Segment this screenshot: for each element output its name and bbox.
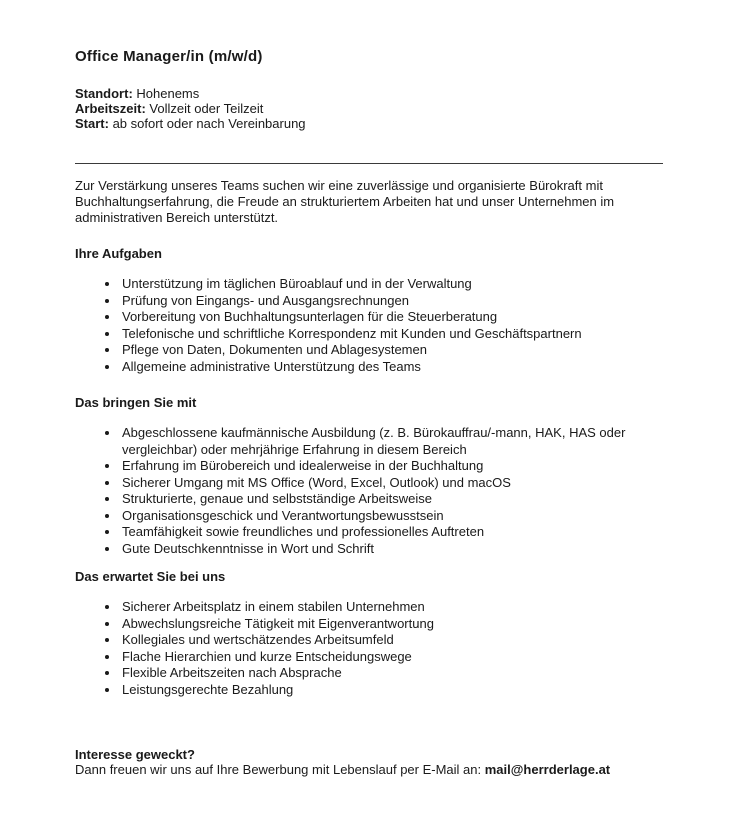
aufgaben-list: [75, 276, 663, 375]
footer-heading: Interesse geweckt?: [75, 747, 195, 762]
list-item: • Strukturierte, genaue und selbstständige Arbeitsweise: [120, 491, 663, 508]
meta-standort-value: Hohenems: [132, 86, 200, 101]
list-item: • Telefonische und schriftliche Korrespondenz mit Kunden und Geschäftspartnern: [120, 326, 663, 343]
list-item: • Allgemeine administrative Unterstützung des Teams: [120, 359, 663, 376]
meta-start-label: Start:: [75, 116, 109, 131]
list-item: • Flache Hierarchien und kurze Entscheidungswege: [120, 649, 663, 666]
section-heading-aufgaben: Ihre Aufgaben: [75, 246, 162, 261]
list-item: • Unterstützung im täglichen Büroablauf und in der Verwaltung: [120, 276, 663, 293]
list-item: • Flexible Arbeitszeiten nach Absprache: [120, 665, 663, 682]
list-item: • Sicherer Umgang mit MS Office (Word, Excel, Outlook) und macOS: [120, 475, 663, 492]
section-heading-profil: Das bringen Sie mit: [75, 395, 197, 410]
footer-line: [75, 762, 663, 777]
list-item: • Abgeschlossene kaufmännische Ausbildung (z. B. Bürokauffrau/-mann, HAK, HAS oder vergleichbar) oder mehrjährige Erfahrung in diesem Bereich: [120, 425, 663, 458]
page-title: Office Manager/in (m/w/d): [75, 48, 263, 65]
list-item: • Gute Deutschkenntnisse in Wort und Schrift: [120, 541, 663, 558]
list-item: • Vorbereitung von Buchhaltungsunterlagen für die Steuerberatung: [120, 309, 663, 326]
meta-standort: [75, 86, 663, 101]
job-meta: [75, 86, 663, 131]
meta-arbeitszeit-label: Arbeitszeit:: [75, 101, 146, 116]
section-heading-benefits: Das erwartet Sie bei uns: [75, 569, 226, 584]
list-item: • Pflege von Daten, Dokumenten und Ablagesystemen: [120, 342, 663, 359]
meta-start-value: ab sofort oder nach Vereinbarung: [108, 116, 306, 131]
meta-arbeitszeit: [75, 101, 663, 116]
divider-line: [75, 163, 663, 164]
benefits-list: [75, 599, 663, 698]
list-item: • Prüfung von Eingangs- und Ausgangsrechnungen: [120, 293, 663, 310]
meta-standort-label: Standort:: [75, 86, 133, 101]
list-item: • Abwechslungsreiche Tätigkeit mit Eigenverantwortung: [120, 616, 663, 633]
list-item: • Erfahrung im Bürobereich und idealerweise in der Buchhaltung: [120, 458, 663, 475]
contact-footer: [75, 747, 663, 777]
contact-email: mail@herrderlage.at: [484, 762, 611, 777]
footer-text: Dann freuen wir uns auf Ihre Bewerbung mit Lebenslauf per E-Mail an:: [75, 762, 485, 777]
list-item: • Kollegiales und wertschätzendes Arbeitsumfeld: [120, 632, 663, 649]
intro-paragraph: Zur Verstärkung unseres Teams suchen wir eine zuverlässige und organisierte Bürokraft mit Buchhaltungserfahrung, die Freude an strukturiertem Arbeiten hat und unser Unternehmen im administrativen Bereich unterstützt.: [75, 178, 615, 225]
list-item: • Leistungsgerechte Bezahlung: [120, 682, 663, 699]
list-item: • Organisationsgeschick und Verantwortungsbewusstsein: [120, 508, 663, 525]
meta-arbeitszeit-value: Vollzeit oder Teilzeit: [145, 101, 264, 116]
list-item: • Teamfähigkeit sowie freundliches und professionelles Auftreten: [120, 524, 663, 541]
list-item: • Sicherer Arbeitsplatz in einem stabilen Unternehmen: [120, 599, 663, 616]
profil-list: [75, 425, 663, 557]
meta-start: [75, 116, 663, 131]
